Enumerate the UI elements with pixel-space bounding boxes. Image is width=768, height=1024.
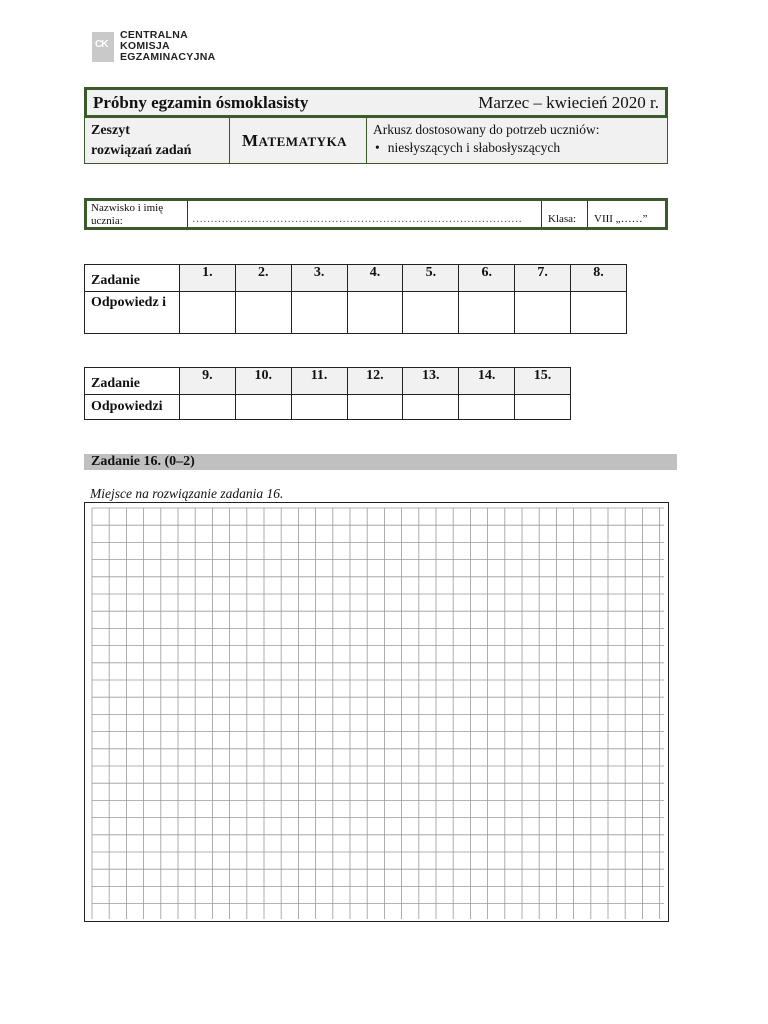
subject-name <box>242 131 347 151</box>
answer-row-label: Odpowiedz i <box>85 292 180 334</box>
answer-row-label: Odpowiedzi <box>85 395 180 420</box>
answer-cell-7[interactable] <box>515 292 571 334</box>
answer-cell-14[interactable] <box>459 395 515 420</box>
task-number-11: 11. <box>291 368 347 395</box>
answer-cell-15[interactable] <box>515 395 571 420</box>
task-number-7: 7. <box>515 265 571 292</box>
booklet-line-2: rozwiązań zadań <box>91 143 192 158</box>
answer-cell-13[interactable] <box>403 395 459 420</box>
subject-initial: M <box>242 131 259 150</box>
answer-cell-6[interactable] <box>459 292 515 334</box>
cke-logo-text <box>120 30 216 63</box>
booklet-line-1: Zeszyt <box>91 123 130 138</box>
task-number-2: 2. <box>235 265 291 292</box>
task-number-15: 15. <box>515 368 571 395</box>
logo-line-1: CENTRALNA <box>120 29 189 41</box>
answer-cell-11[interactable] <box>291 395 347 420</box>
student-name-field[interactable]: ……………………………………………………………………………… <box>188 201 542 227</box>
answer-cell-12[interactable] <box>347 395 403 420</box>
task-number-8: 8. <box>571 265 627 292</box>
exam-title-box <box>84 87 668 118</box>
answer-cell-5[interactable] <box>403 292 459 334</box>
adaptation-item-text: niesłyszących i słabosłyszących <box>387 140 561 155</box>
task-number-4: 4. <box>347 265 403 292</box>
adaptation-item <box>373 139 661 157</box>
logo-line-3: EGZAMINACYJNA <box>120 51 216 63</box>
answer-cell-3[interactable] <box>291 292 347 334</box>
answer-cell-2[interactable] <box>235 292 291 334</box>
answer-table-2 <box>84 367 571 420</box>
answer-table-1 <box>84 264 627 334</box>
student-name-label: Nazwisko i imię ucznia: <box>87 201 188 227</box>
task-16-heading: Zadanie 16. (0–2) <box>84 454 677 470</box>
answer-cell-1[interactable] <box>179 292 235 334</box>
answer-table-2-answer-row <box>85 395 571 420</box>
logo-line-2: KOMISJA <box>120 40 170 52</box>
exam-title: Próbny egzamin ósmoklasisty <box>93 93 309 112</box>
solution-grid-area[interactable] <box>84 502 669 922</box>
task-number-12: 12. <box>347 368 403 395</box>
class-field[interactable]: VIII „……” <box>594 213 648 225</box>
cke-logo-mark <box>92 32 114 62</box>
bullet-icon: • <box>375 140 380 155</box>
task-number-6: 6. <box>459 265 515 292</box>
task-number-9: 9. <box>179 368 235 395</box>
solution-grid[interactable] <box>85 503 668 921</box>
cke-logo <box>92 30 242 64</box>
answer-table-2-task-row <box>85 368 571 395</box>
answer-table-1-task-row <box>85 265 627 292</box>
subject-rest: ATEMATYKA <box>258 134 348 149</box>
cke-logo-mark-text: CK <box>95 39 108 50</box>
adaptation-cell <box>367 118 667 163</box>
answer-cell-8[interactable] <box>571 292 627 334</box>
answer-table-1-answer-row <box>85 292 627 334</box>
student-info-box <box>84 198 668 230</box>
task-number-13: 13. <box>403 368 459 395</box>
class-label: Klasa: <box>542 201 588 227</box>
subject-cell <box>230 118 367 163</box>
answer-cell-9[interactable] <box>179 395 235 420</box>
exam-date: Marzec – kwiecień 2020 r. <box>478 93 659 112</box>
exam-subtitle-row <box>84 118 668 164</box>
answer-cell-4[interactable] <box>347 292 403 334</box>
task-row-label: Zadanie <box>85 265 180 292</box>
adaptation-text: Arkusz dostosowany do potrzeb uczniów: <box>373 122 600 137</box>
answer-cell-10[interactable] <box>235 395 291 420</box>
task-number-5: 5. <box>403 265 459 292</box>
booklet-label <box>85 118 230 163</box>
task-number-3: 3. <box>291 265 347 292</box>
task-number-10: 10. <box>235 368 291 395</box>
task-row-label: Zadanie <box>85 368 180 395</box>
task-number-14: 14. <box>459 368 515 395</box>
task-16-note: Miejsce na rozwiązanie zadania 16. <box>90 486 284 501</box>
task-number-1: 1. <box>179 265 235 292</box>
